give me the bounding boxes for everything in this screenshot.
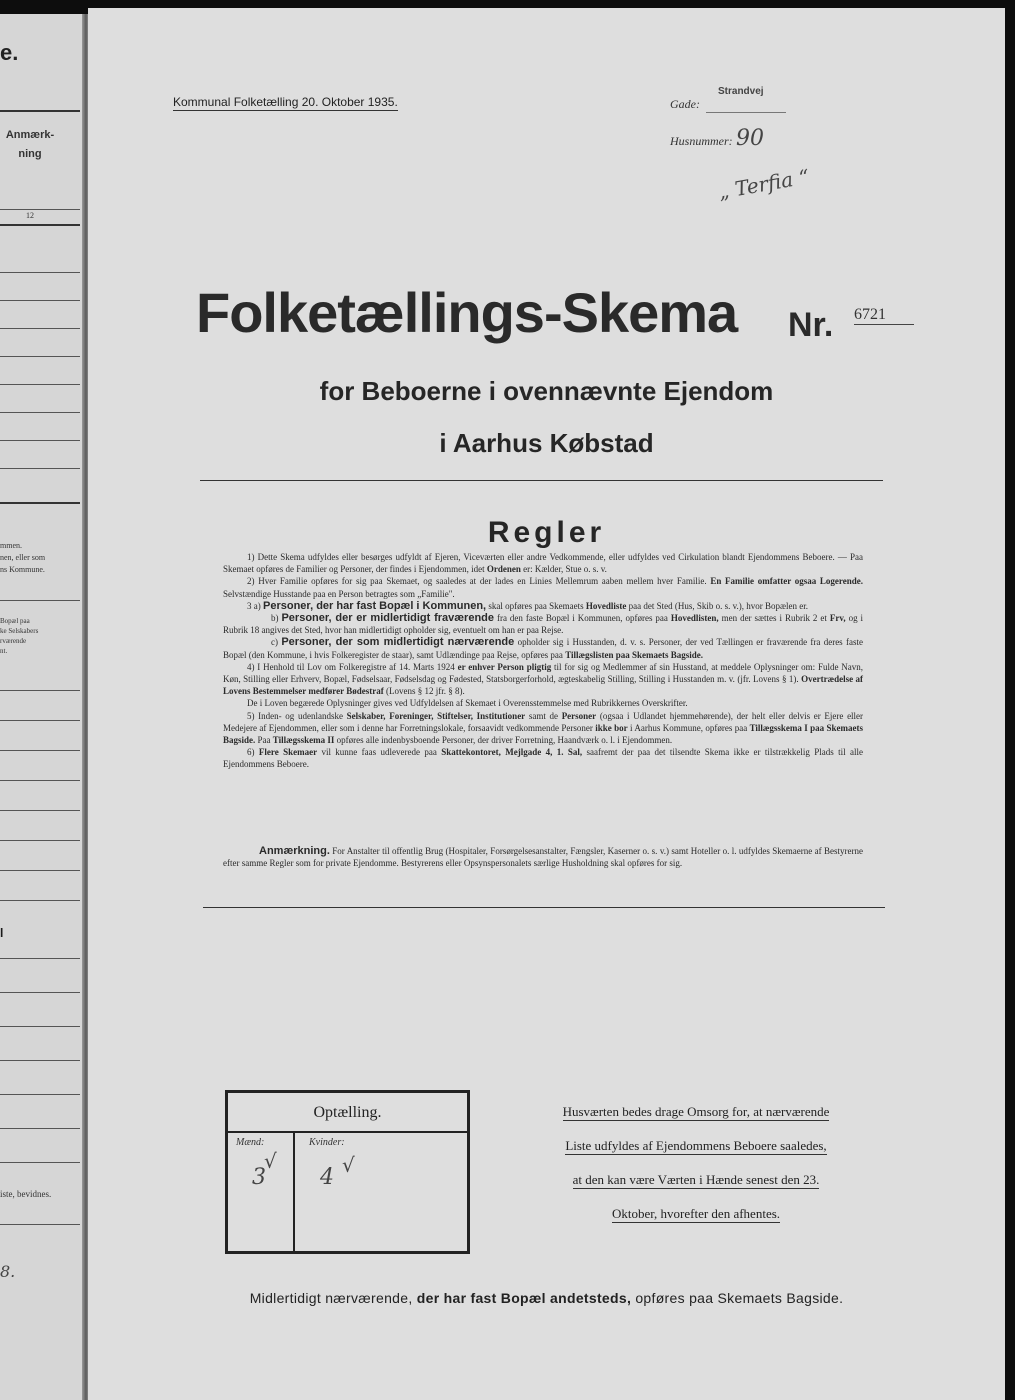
census-header — [173, 95, 398, 109]
census-title: Kommunal Folketælling 20. Oktober 1935. — [173, 95, 398, 109]
left-text-d: iste, bevidnes. — [0, 1189, 52, 1199]
left-text-c: l — [0, 926, 4, 940]
form-number-label: Nr. — [788, 306, 834, 344]
form-location: i Aarhus Købstad — [439, 428, 654, 458]
rules-heading: Regler — [487, 516, 606, 549]
count-box-divider — [293, 1131, 295, 1254]
house-name-note: „ Terfia “ — [716, 164, 812, 204]
divider — [203, 907, 885, 908]
house-number-label: Husnummer: — [670, 134, 733, 148]
left-title-fragment: e. — [0, 40, 19, 65]
men-count: 3 — [252, 1165, 266, 1190]
left-col-heading: Anmærk- ning — [5, 129, 55, 160]
census-form-page — [88, 8, 1005, 1400]
count-box — [225, 1090, 470, 1254]
street-label: Gade: — [670, 97, 700, 111]
left-text-e: 8. — [0, 1262, 16, 1281]
landlord-line: Husværten bedes drage Omsorg for, at nærværende — [562, 1104, 830, 1119]
women-count: 4 — [320, 1165, 334, 1190]
women-check-mark: √ — [342, 1153, 355, 1177]
landlord-line: Liste udfyldes af Ejendommens Beboere saaledes, — [565, 1138, 827, 1153]
form-subtitle: for Beboerne i ovennævnte Ejendom — [319, 376, 774, 406]
rules-text: 1) Dette Skema udfyldes eller besørges udfyldt af Ejeren, Viceværten eller andre Vedkommende, eller udfyldes ved Cirkulation blandt Ejendommens Beboere. — Paa Skemaet opføres de Familier og Personer, der findes i Ejendommen, idet Ordenen er: Kælder, Stue o. s. v. 2) Hver Familie opføres for sig paa Skemaet, og saaledes at der lades en Linies Mellemrum aaben mellem hver Familie. En Familie omfatter ogsaa Logerende. Selvstændige Husstande paa en Person betragtes som „Familie". 3 a) Personer, der har fast Bopæl i Kommunen, skal opføres paa Skemaets Hovedliste paa det Sted (Hus, Skib o. s. v.), hvor Bopælen er. b) Personer, der er midlertidigt fraværende fra den faste Bopæl i Kommunen, opføres paa Hovedlisten, men der sættes i Rubrik 2 et Frv, og i Rubrik 18 angives det Sted, hvor han midlertidigt opholder sig, eventuelt om han er paa Rejse. c) Personer, der som midlertidigt nærværende opholder sig i Husstanden, d. v. s. Personer, der ved Tællingen er fraværende fra deres faste Bopæl (den Kommune, i hvis Folkeregister de staar), samt Udlændinge paa Rejse, opføres paa Tillægslisten paa Skemaets Bagside. 4) I Henhold til Lov om Folkeregistre af 14. Marts 1924 er enhver Person pligtig til for sig og Medlemmer af sin Husstand, at meddele Oplysninger om: Fulde Navn, Køn, Stilling eller Erhverv, Bopæl, Fødselsaar, Fødselsdag og Fødested, Statsborgerforhold, ægteskabelig Stilling, Stilling i Husstanden m. v. (jfr. Lovens § 1). Overtrædelse af Lovens Bestemmelser medfører Bødestraf (Lovens § 12 jfr. § 8). De i Loven begærede Oplysninger gives ved Udfyldelsen af Skemaet i Overensstemmelse med Rubrikkernes Overskrifter. 5) Inden- og udenlandske Selskaber, Foreninger, Stiftelser, Institutioner samt de Personer (ogsaa i Udlandet hjemmehørende), der helt eller delvis er Ejere eller Medejere af Ejendommen, eller som i denne har Forretningslokale, forsaavidt vedkommende Personer ikke bor i Aarhus Kommune, opføres paa Tillægsskema I paa Skemaets Bagside. Paa Tillægsskema II opføres alle indenbysboende Personer, der driver Forretning, Haandværk o. l. i Ejendommen. 6) Flere Skemaer vil kunne faas udleverede paa Skattekontoret, Mejlgade 4, 1. Sal, saafremt der paa det tilsendte Skema ikke er tilstrækkelig Plads til alle Ejendommens Beboere. — [223, 552, 864, 770]
form-title: Folketællings-Skema — [196, 281, 738, 344]
count-box-title: Optælling. — [228, 1093, 467, 1133]
street-field — [706, 96, 786, 113]
street-value: Strandvej — [718, 86, 764, 97]
remark-text: Anmærkning. For Anstalter til offentlig Brug (Hospitaler, Forsørgelsesanstalter, Fængsler, Kaserner o. s. v.) samt Hoteller o. l. udfyldes Skemaerne af Bestyrerne efter samme Regler som for private Ejendomme. Bestyrerens eller Opsynspersonalets særlige Husholdning skal opføres for sig. — [223, 845, 863, 869]
left-text-a: mmen. nen, eller som ns Kommune. — [0, 541, 46, 574]
form-number-value: 6721 — [854, 306, 914, 325]
left-col-number: 12 — [26, 211, 34, 220]
divider — [200, 480, 883, 481]
left-page-strip — [0, 14, 88, 1400]
house-number-value: 90 — [736, 126, 764, 151]
landlord-line: at den kan være Værten i Hænde senest den 23. — [572, 1172, 820, 1187]
men-check-mark: √ — [264, 1149, 277, 1173]
footer-note: Midlertidigt nærværende, der har fast Bopæl andetsteds, opføres paa Skemaets Bagside. — [249, 1290, 844, 1306]
women-label: Kvinder: — [309, 1137, 345, 1148]
men-label: Mænd: — [236, 1137, 265, 1148]
landlord-line: Oktober, hvorefter den afhentes. — [611, 1206, 781, 1221]
left-text-b: Bopæl paa ke Selskabers rværende nt. — [0, 617, 39, 655]
